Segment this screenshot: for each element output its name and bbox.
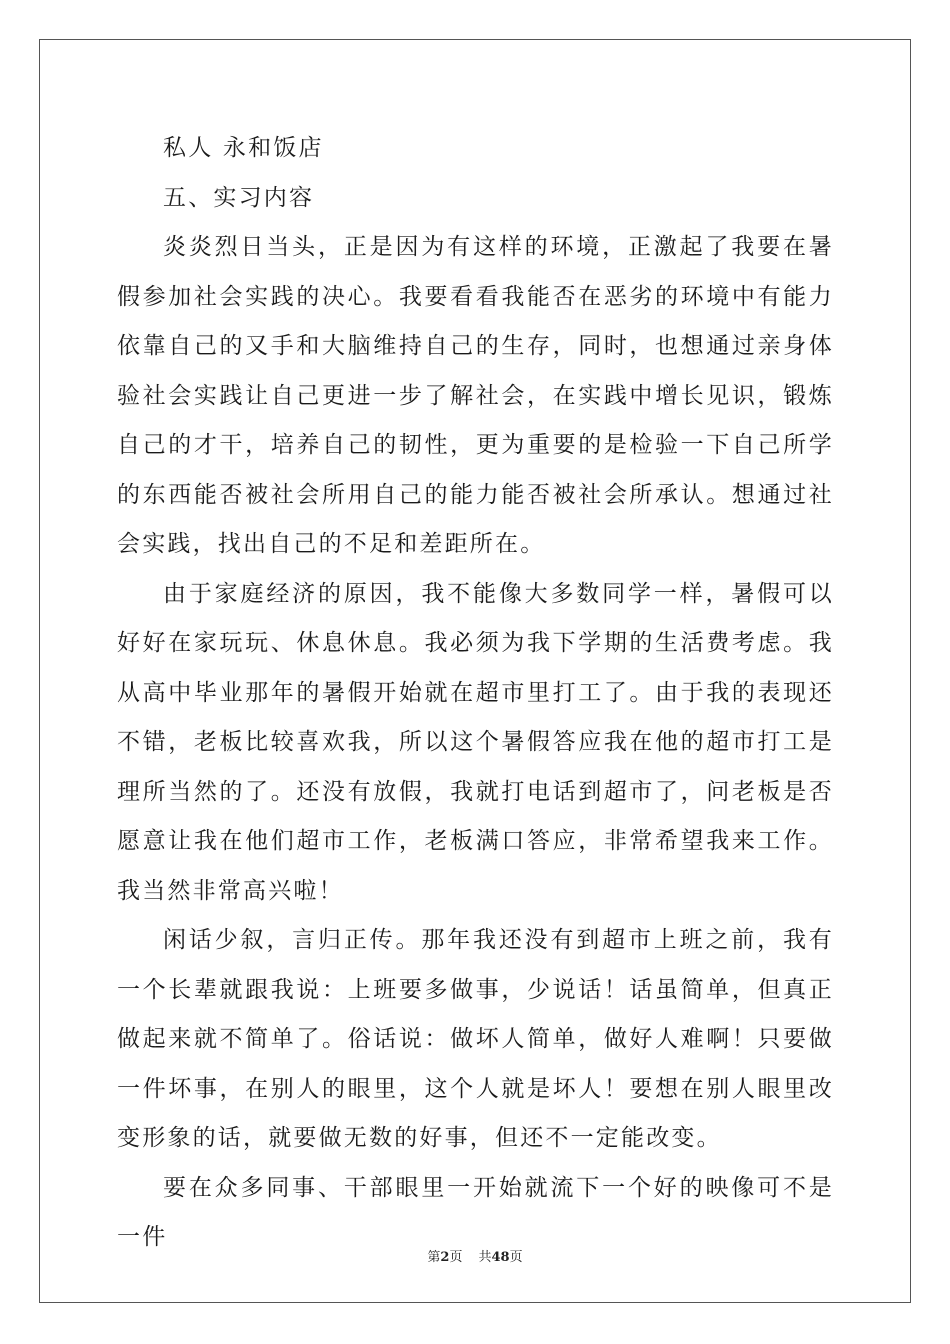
paragraph-employer: 私人 永和饭店 (163, 135, 324, 161)
paragraph-impression: 要在众多同事、干部眼里一开始就流下一个好的映像可不是一件 (117, 1174, 834, 1250)
page-prefix: 第 (427, 1250, 441, 1265)
total-suffix: 页 (509, 1250, 523, 1265)
page-footer (0, 1246, 950, 1265)
document-body (117, 124, 834, 1263)
page-suffix: 页 (449, 1250, 463, 1265)
total-prefix: 共 (478, 1250, 492, 1265)
paragraph-background: 由于家庭经济的原因，我不能像大多数同学一样，暑假可以好好在家玩玩、休息休息。我必须为我下学期的生活费考虑。我从高中毕业那年的暑假开始就在超市里打工了。由于我的表现还不错，老板比较喜欢我，所以这个暑假答应我在他的超市打工是理所当然的了。还没有放假，我就打电话到超市了，问老板是否愿意让我在他们超市工作，老板满口答应，非常希望我来工作。我当然非常高兴啦！ (117, 580, 834, 904)
total-pages: 48 (491, 1250, 510, 1265)
page-number: 2 (440, 1250, 450, 1265)
paragraph-advice: 闲话少叙，言归正传。那年我还没有到超市上班之前，我有一个长辈就跟我说：上班要多做事，少说话！话虽简单，但真正做起来就不简单了。俗话说：做坏人简单，做好人难啊！只要做一件坏事，在别人的眼里，这个人就是坏人！要想在别人眼里改变形象的话，就要做无数的好事，但还不一定能改变。 (117, 927, 834, 1151)
paragraph-motivation: 炎炎烈日当头，正是因为有这样的环境，正激起了我要在暑假参加社会实践的决心。我要看看我能否在恶劣的环境中有能力依靠自己的又手和大脑维持自己的生存，同时，也想通过亲身体验社会实践让自己更进一步了解社会，在实践中增长见识，锻炼自己的才干，培养自己的韧性，更为重要的是检验一下自己所学的东西能否被社会所用自己的能力能否被社会所承认。想通过社会实践，找出自己的不足和差距所在。 (117, 234, 834, 557)
section-heading-internship-content: 五、实习内容 (163, 184, 315, 211)
